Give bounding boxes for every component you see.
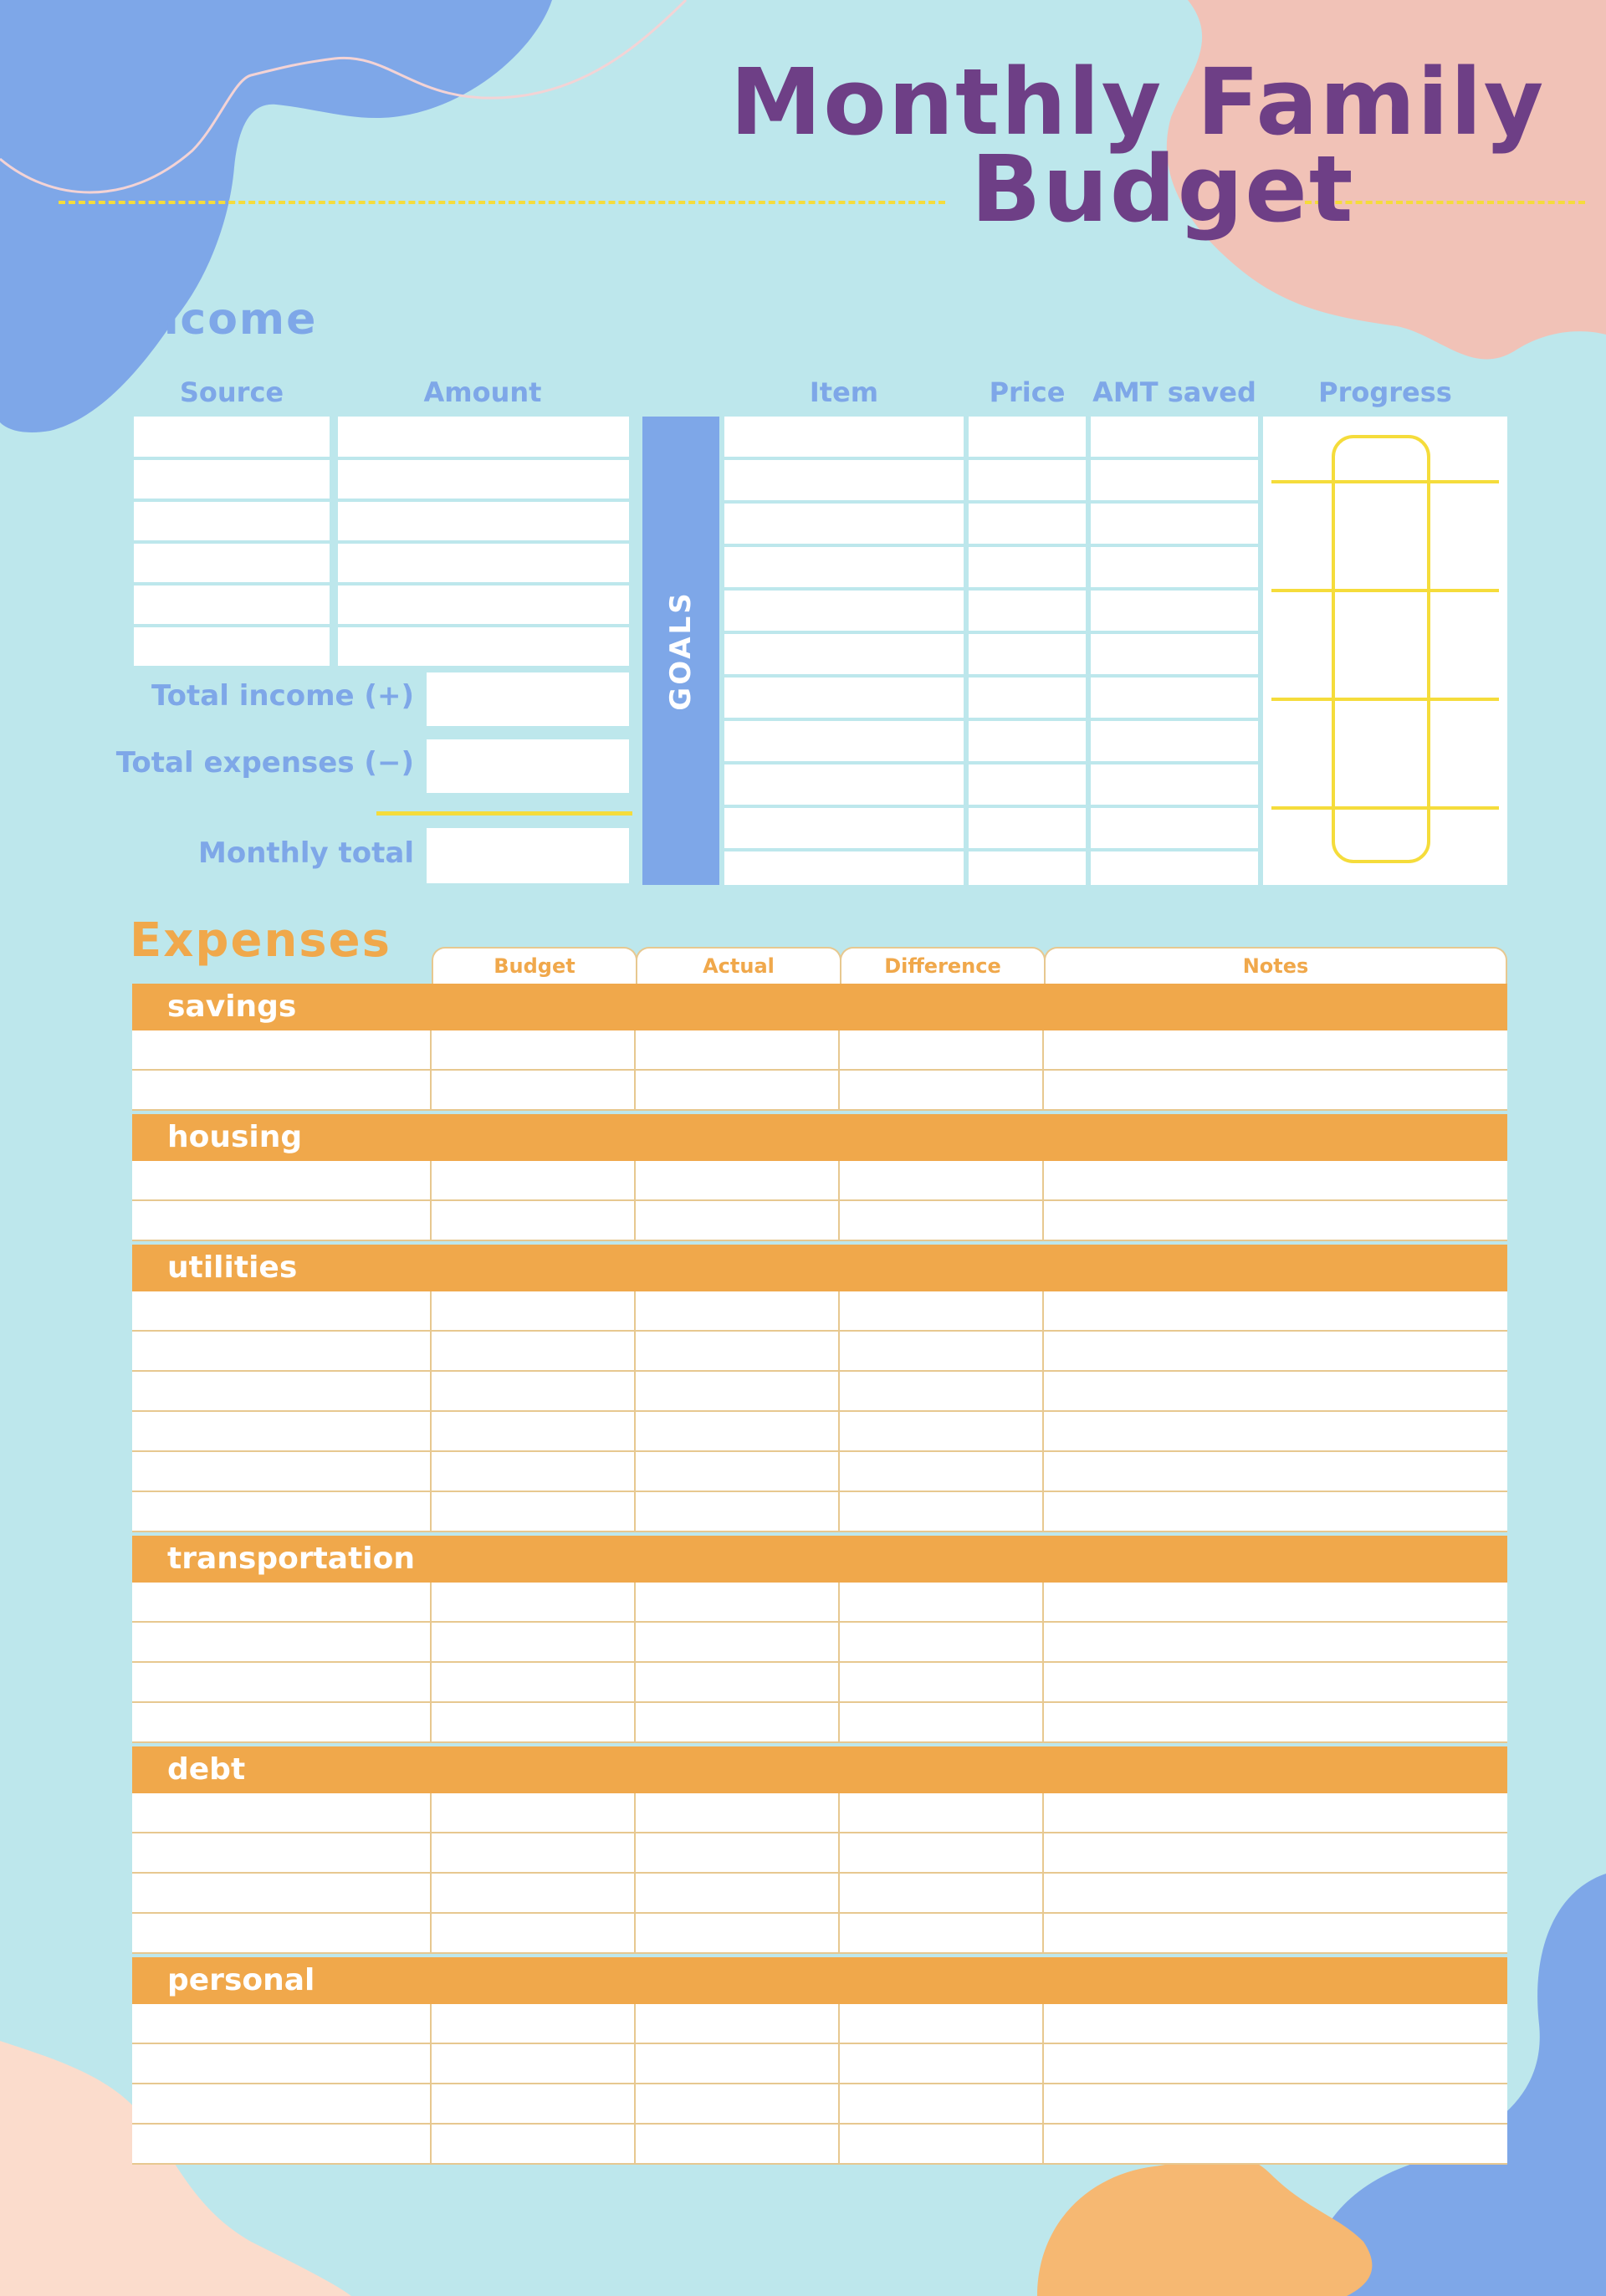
column-divider bbox=[1042, 1201, 1044, 1240]
column-divider bbox=[838, 2084, 840, 2123]
expense-row[interactable] bbox=[132, 1201, 1507, 1241]
progress-column-header: Progress bbox=[1318, 376, 1452, 408]
column-divider bbox=[838, 2004, 840, 2043]
column-divider bbox=[430, 1793, 432, 1832]
column-divider bbox=[838, 1372, 840, 1410]
column-divider bbox=[838, 2044, 840, 2083]
column-divider bbox=[430, 2044, 432, 2083]
income-source-cell-2[interactable] bbox=[134, 460, 330, 499]
column-divider bbox=[1042, 1914, 1044, 1952]
column-divider bbox=[1042, 2004, 1044, 2043]
income-source-cell-1[interactable] bbox=[134, 417, 330, 457]
goal-amt-saved-cell[interactable] bbox=[1091, 808, 1258, 848]
goal-amt-saved-cell[interactable] bbox=[1091, 460, 1258, 500]
income-amount-cell-2[interactable] bbox=[338, 460, 629, 499]
column-divider bbox=[838, 1703, 840, 1741]
column-divider bbox=[1042, 2084, 1044, 2123]
column-divider bbox=[1042, 1291, 1044, 1330]
column-divider bbox=[430, 1412, 432, 1450]
column-divider bbox=[634, 1492, 636, 1531]
goal-amt-saved-cell[interactable] bbox=[1091, 764, 1258, 805]
column-divider bbox=[838, 1291, 840, 1330]
column-divider bbox=[1042, 1663, 1044, 1701]
income-source-cell-4[interactable] bbox=[134, 544, 330, 582]
expense-row[interactable] bbox=[132, 1291, 1507, 1332]
goal-item-cell[interactable] bbox=[724, 764, 964, 805]
expense-row[interactable] bbox=[132, 1833, 1507, 1874]
budget-column-header: Budget bbox=[432, 947, 637, 984]
column-divider bbox=[838, 1332, 840, 1370]
total-expenses-label: Total expenses (−) bbox=[115, 746, 414, 780]
goal-amt-saved-cell[interactable] bbox=[1091, 634, 1258, 674]
column-divider bbox=[1042, 1833, 1044, 1872]
column-divider bbox=[1042, 1030, 1044, 1069]
expense-category-savings: savings bbox=[132, 984, 1507, 1030]
yellow-sum-line bbox=[376, 811, 632, 816]
expense-row[interactable] bbox=[132, 1452, 1507, 1492]
column-divider bbox=[838, 1793, 840, 1832]
column-divider bbox=[634, 1412, 636, 1450]
goal-amt-saved-cell[interactable] bbox=[1091, 591, 1258, 631]
column-divider bbox=[634, 1452, 636, 1491]
total-income-field[interactable] bbox=[427, 672, 629, 726]
column-divider bbox=[838, 1161, 840, 1199]
column-divider bbox=[430, 1161, 432, 1199]
expense-row[interactable] bbox=[132, 1583, 1507, 1623]
column-divider bbox=[430, 1030, 432, 1069]
column-divider bbox=[1042, 1703, 1044, 1741]
column-divider bbox=[634, 2125, 636, 2163]
column-divider bbox=[634, 1663, 636, 1701]
price-column-header: Price bbox=[989, 376, 1066, 408]
expense-row[interactable] bbox=[132, 2125, 1507, 2165]
column-divider bbox=[634, 1914, 636, 1952]
goals-side-bar bbox=[642, 417, 719, 885]
amt-saved-column-header: AMT saved bbox=[1092, 376, 1256, 408]
goal-amt-saved-cell[interactable] bbox=[1091, 547, 1258, 587]
column-divider bbox=[430, 1291, 432, 1330]
column-divider bbox=[838, 1874, 840, 1912]
column-divider bbox=[634, 2004, 636, 2043]
column-divider bbox=[1042, 1071, 1044, 1109]
income-source-cell-6[interactable] bbox=[134, 627, 330, 666]
column-divider bbox=[838, 1071, 840, 1109]
progress-tracker bbox=[1263, 417, 1507, 885]
column-divider bbox=[838, 1452, 840, 1491]
goal-item-cell[interactable] bbox=[724, 547, 964, 587]
column-divider bbox=[430, 2084, 432, 2123]
income-amount-cell-1[interactable] bbox=[338, 417, 629, 457]
expense-row[interactable] bbox=[132, 1663, 1507, 1703]
column-divider bbox=[838, 1583, 840, 1621]
column-divider bbox=[634, 1623, 636, 1661]
column-divider bbox=[430, 1703, 432, 1741]
goal-item-cell[interactable] bbox=[724, 417, 964, 457]
expense-row[interactable] bbox=[132, 1914, 1507, 1954]
column-divider bbox=[430, 1332, 432, 1370]
goal-price-cell[interactable] bbox=[969, 808, 1086, 848]
page-title bbox=[719, 49, 1556, 243]
column-divider bbox=[634, 1291, 636, 1330]
goal-amt-saved-cell[interactable] bbox=[1091, 851, 1258, 885]
column-divider bbox=[634, 1833, 636, 1872]
income-source-cell-5[interactable] bbox=[134, 586, 330, 624]
goal-amt-saved-cell[interactable] bbox=[1091, 504, 1258, 544]
column-divider bbox=[634, 1201, 636, 1240]
column-divider bbox=[634, 2044, 636, 2083]
column-divider bbox=[1042, 1583, 1044, 1621]
goals-label: GOALS bbox=[664, 591, 698, 711]
actual-column-header: Actual bbox=[636, 947, 841, 984]
column-divider bbox=[1042, 1793, 1044, 1832]
column-divider bbox=[430, 1623, 432, 1661]
column-divider bbox=[634, 1372, 636, 1410]
expense-category-transportation: transportation bbox=[132, 1536, 1507, 1583]
column-divider bbox=[430, 1833, 432, 1872]
column-divider bbox=[1042, 1372, 1044, 1410]
goal-price-cell[interactable] bbox=[969, 851, 1086, 885]
goal-item-cell[interactable] bbox=[724, 678, 964, 718]
expense-row[interactable] bbox=[132, 1492, 1507, 1532]
goal-amt-saved-cell[interactable] bbox=[1091, 678, 1258, 718]
goal-item-cell[interactable] bbox=[724, 808, 964, 848]
expense-row[interactable] bbox=[132, 1030, 1507, 1071]
blue-blob-top-left bbox=[0, 0, 552, 432]
income-amount-cell-6[interactable] bbox=[338, 627, 629, 666]
expense-row[interactable] bbox=[132, 1161, 1507, 1201]
expense-row[interactable] bbox=[132, 1703, 1507, 1743]
column-divider bbox=[634, 1332, 636, 1370]
column-divider bbox=[430, 1492, 432, 1531]
expenses-heading: Expenses bbox=[130, 913, 391, 968]
income-amount-cell-5[interactable] bbox=[338, 586, 629, 624]
income-heading: Income bbox=[130, 294, 318, 345]
column-divider bbox=[1042, 1161, 1044, 1199]
source-column-header: Source bbox=[179, 376, 284, 408]
expense-row[interactable] bbox=[132, 1372, 1507, 1412]
column-divider bbox=[430, 2004, 432, 2043]
expense-row[interactable] bbox=[132, 1412, 1507, 1452]
notes-column-header: Notes bbox=[1044, 947, 1507, 984]
column-divider bbox=[430, 1583, 432, 1621]
column-divider bbox=[634, 1703, 636, 1741]
goal-price-cell[interactable] bbox=[969, 460, 1086, 500]
goal-item-cell[interactable] bbox=[724, 634, 964, 674]
column-divider bbox=[634, 1874, 636, 1912]
column-divider bbox=[634, 1583, 636, 1621]
column-divider bbox=[430, 1663, 432, 1701]
goal-item-cell[interactable] bbox=[724, 721, 964, 761]
column-divider bbox=[634, 1071, 636, 1109]
expense-category-utilities: utilities bbox=[132, 1245, 1507, 1291]
goal-price-cell[interactable] bbox=[969, 504, 1086, 544]
column-divider bbox=[838, 1663, 840, 1701]
column-divider bbox=[634, 1030, 636, 1069]
column-divider bbox=[838, 1833, 840, 1872]
difference-column-header: Difference bbox=[840, 947, 1046, 984]
income-amount-cell-4[interactable] bbox=[338, 544, 629, 582]
goal-price-cell[interactable] bbox=[969, 721, 1086, 761]
column-divider bbox=[838, 2125, 840, 2163]
goal-amt-saved-cell[interactable] bbox=[1091, 721, 1258, 761]
column-divider bbox=[430, 2125, 432, 2163]
column-divider bbox=[1042, 1623, 1044, 1661]
expense-row[interactable] bbox=[132, 2004, 1507, 2044]
income-amount-cell-3[interactable] bbox=[338, 502, 629, 540]
column-divider bbox=[430, 1874, 432, 1912]
goal-price-cell[interactable] bbox=[969, 634, 1086, 674]
total-income-label: Total income (+) bbox=[151, 679, 414, 713]
column-divider bbox=[838, 1914, 840, 1952]
column-divider bbox=[1042, 2044, 1044, 2083]
monthly-total-field[interactable] bbox=[427, 828, 629, 883]
column-divider bbox=[430, 1452, 432, 1491]
goal-item-cell[interactable] bbox=[724, 504, 964, 544]
goal-price-cell[interactable] bbox=[969, 417, 1086, 457]
goal-price-cell[interactable] bbox=[969, 678, 1086, 718]
expense-row[interactable] bbox=[132, 1071, 1507, 1111]
expense-row[interactable] bbox=[132, 2084, 1507, 2125]
column-divider bbox=[1042, 2125, 1044, 2163]
total-expenses-field[interactable] bbox=[427, 739, 629, 793]
expense-category-debt: debt bbox=[132, 1746, 1507, 1793]
column-divider bbox=[634, 1161, 636, 1199]
column-divider bbox=[430, 1071, 432, 1109]
column-divider bbox=[430, 1201, 432, 1240]
column-divider bbox=[1042, 1492, 1044, 1531]
column-divider bbox=[838, 1412, 840, 1450]
title-line-1: Monthly Family bbox=[729, 49, 1546, 156]
expense-row[interactable] bbox=[132, 1793, 1507, 1833]
column-divider bbox=[838, 1492, 840, 1531]
expenses-table bbox=[132, 984, 1507, 2165]
goal-price-cell[interactable] bbox=[969, 591, 1086, 631]
expense-row[interactable] bbox=[132, 1874, 1507, 1914]
item-column-header: Item bbox=[809, 376, 879, 408]
expense-category-housing: housing bbox=[132, 1114, 1507, 1161]
goal-item-cell[interactable] bbox=[724, 851, 964, 885]
column-divider bbox=[838, 1623, 840, 1661]
column-divider bbox=[430, 1914, 432, 1952]
column-divider bbox=[1042, 1332, 1044, 1370]
monthly-total-label: Monthly total bbox=[198, 836, 414, 870]
column-divider bbox=[1042, 1874, 1044, 1912]
goal-amt-saved-cell[interactable] bbox=[1091, 417, 1258, 457]
column-divider bbox=[838, 1030, 840, 1069]
title-line-2: Budget bbox=[970, 136, 1355, 243]
income-source-cell-3[interactable] bbox=[134, 502, 330, 540]
expense-row[interactable] bbox=[132, 1332, 1507, 1372]
goal-item-cell[interactable] bbox=[724, 591, 964, 631]
goal-price-cell[interactable] bbox=[969, 764, 1086, 805]
progress-bar-outline bbox=[1332, 435, 1430, 863]
expense-row[interactable] bbox=[132, 2044, 1507, 2084]
column-divider bbox=[1042, 1452, 1044, 1491]
column-divider bbox=[634, 2084, 636, 2123]
expense-category-personal: personal bbox=[132, 1957, 1507, 2004]
expense-row[interactable] bbox=[132, 1623, 1507, 1663]
orange-blob-bottom-right bbox=[1037, 2155, 1372, 2296]
goal-item-cell[interactable] bbox=[724, 460, 964, 500]
column-divider bbox=[430, 1372, 432, 1410]
column-divider bbox=[838, 1201, 840, 1240]
amount-column-header: Amount bbox=[423, 376, 542, 408]
column-divider bbox=[1042, 1412, 1044, 1450]
column-divider bbox=[634, 1793, 636, 1832]
goal-price-cell[interactable] bbox=[969, 547, 1086, 587]
